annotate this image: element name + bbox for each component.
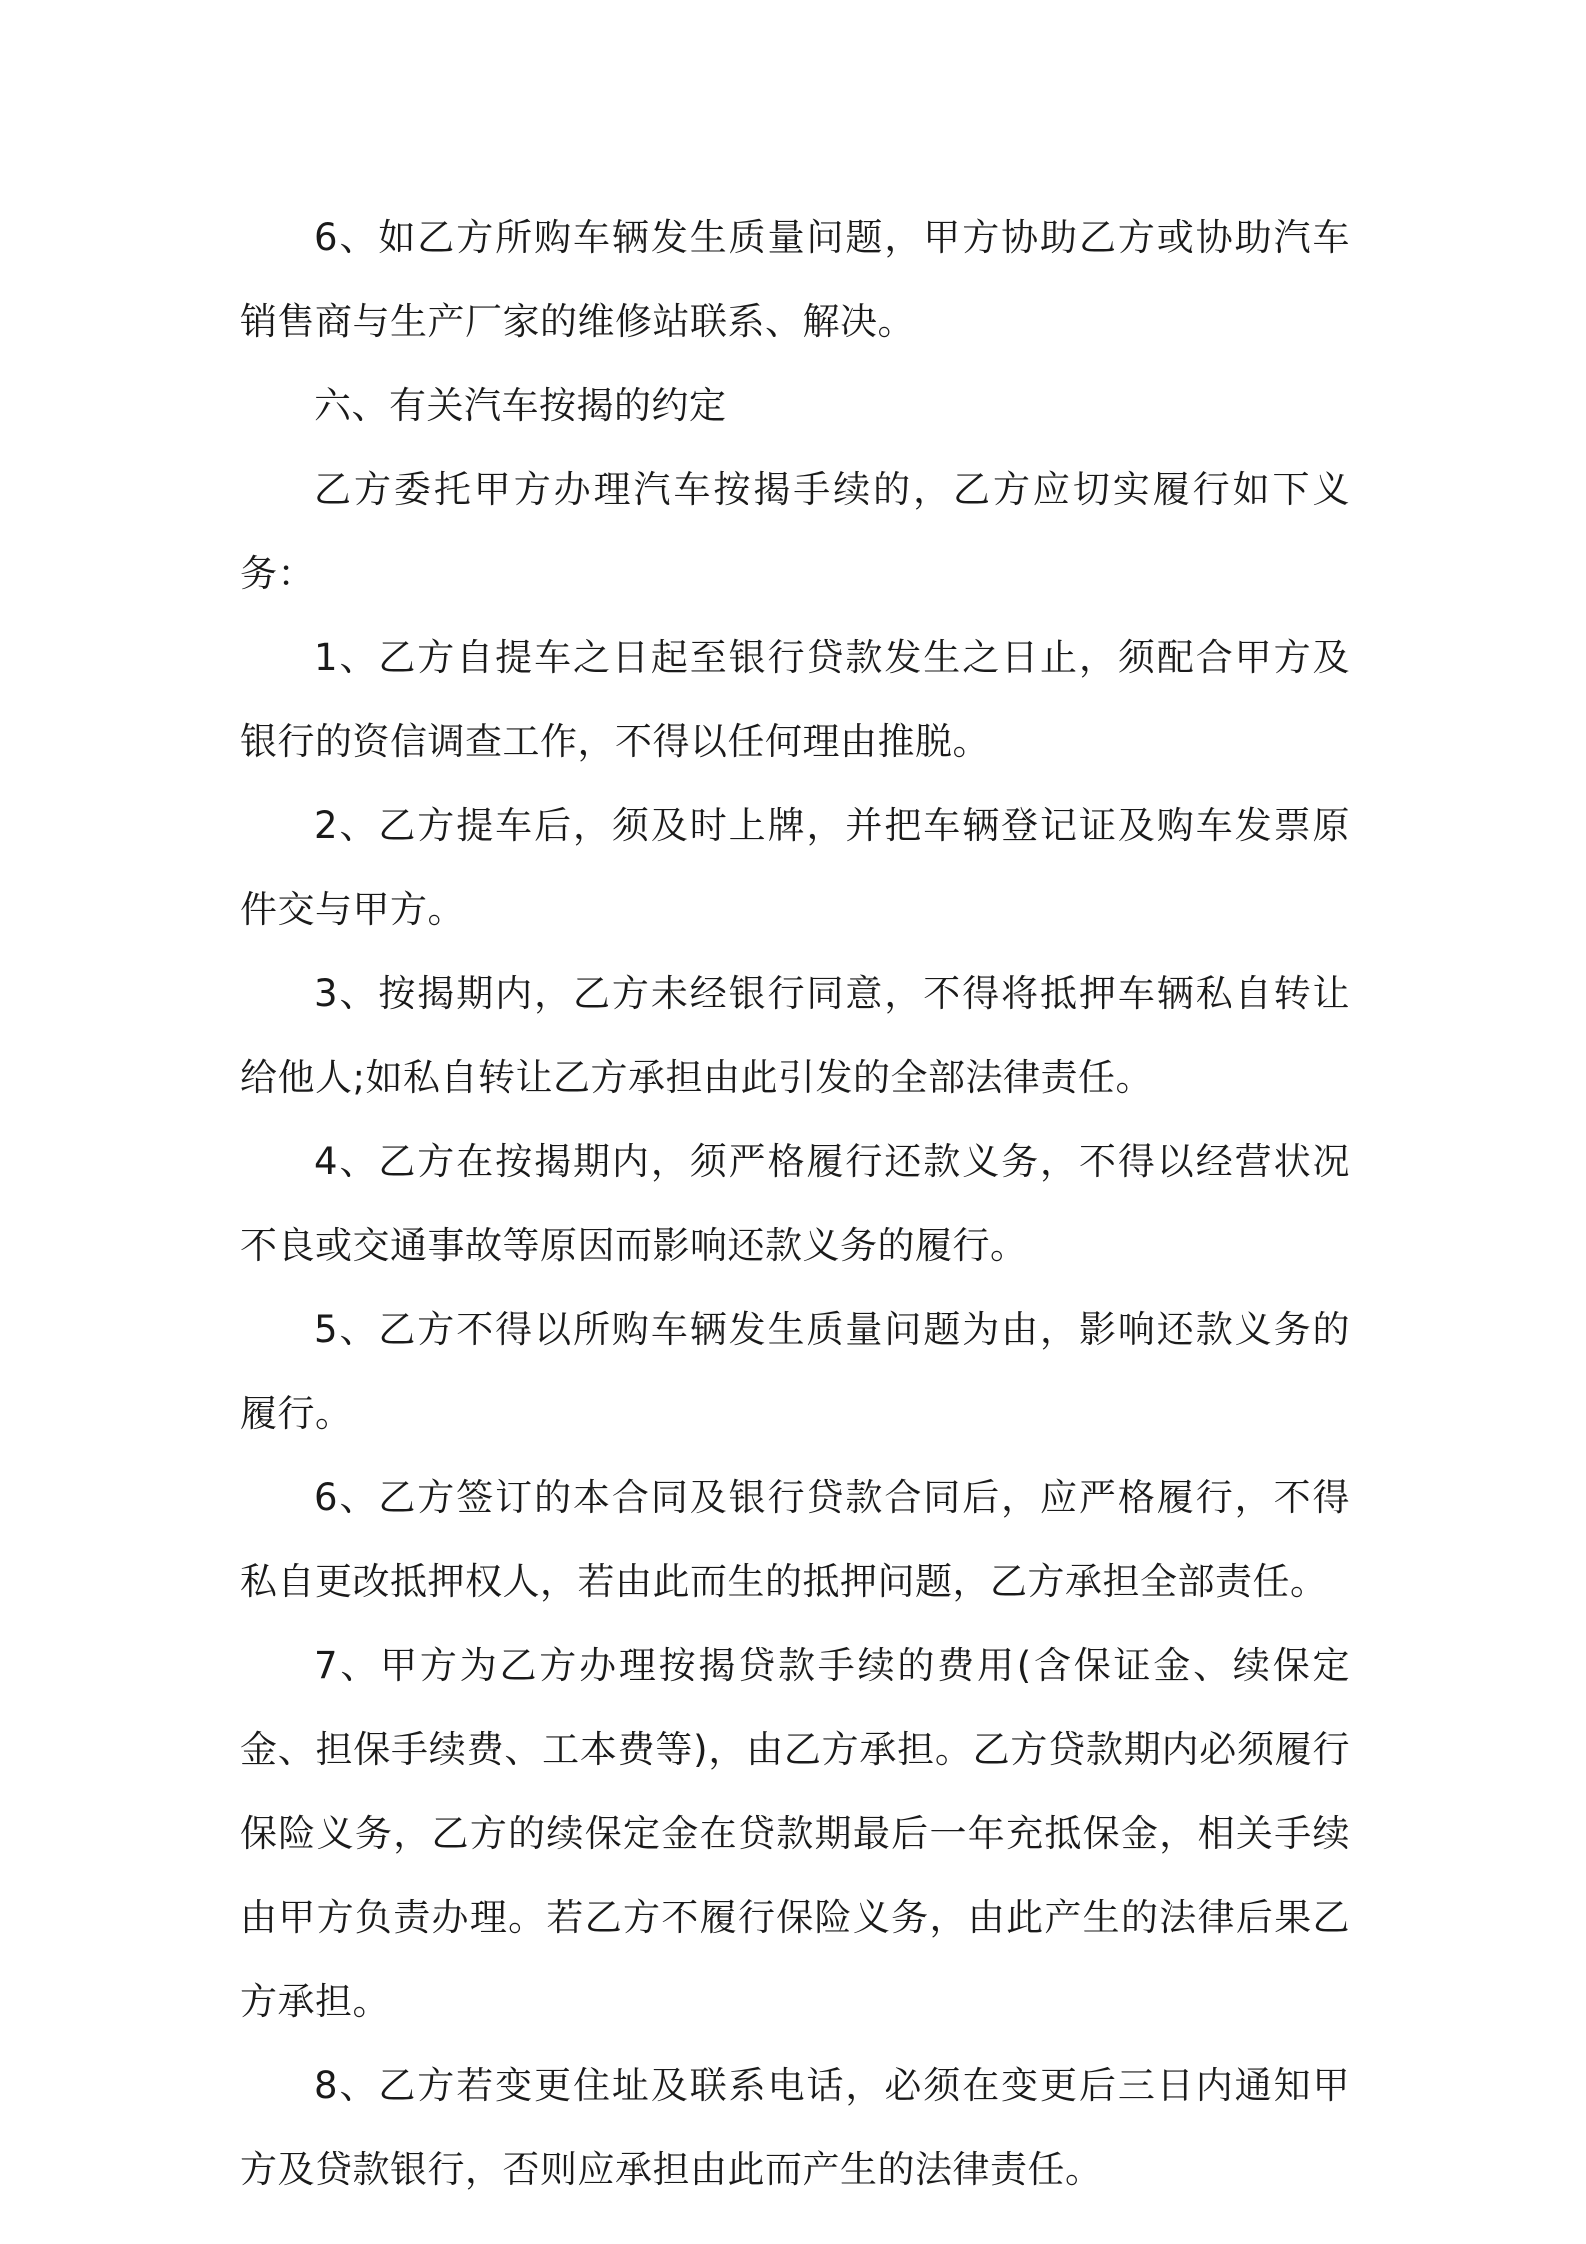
paragraph-item-1: 1、乙方自提车之日起至银行贷款发生之日止，须配合甲方及银行的资信调查工作，不得以任何理由推脱。: [240, 636, 1350, 763]
paragraph-item-4: 4、乙方在按揭期内，须严格履行还款义务，不得以经营状况不良或交通事故等原因而影响还款义务的履行。: [240, 1140, 1350, 1267]
paragraph-item-2: 2、乙方提车后，须及时上牌，并把车辆登记证及购车发票原件交与甲方。: [240, 804, 1350, 931]
paragraph-item-6: 6、乙方签订的本合同及银行贷款合同后，应严格履行，不得私自更改抵押权人，若由此而生的抵押问题，乙方承担全部责任。: [240, 1476, 1350, 1603]
document-body: [240, 196, 1350, 2212]
paragraph-item-3: 3、按揭期内，乙方未经银行同意，不得将抵押车辆私自转让给他人;如私自转让乙方承担由此引发的全部法律责任。: [240, 972, 1350, 1099]
paragraph-item-8: 8、乙方若变更住址及联系电话，必须在变更后三日内通知甲方及贷款银行，否则应承担由此而产生的法律责任。: [240, 2064, 1350, 2191]
paragraph-item-5: 5、乙方不得以所购车辆发生质量问题为由，影响还款义务的履行。: [240, 1308, 1350, 1435]
paragraph-item-7: 7、甲方为乙方办理按揭贷款手续的费用(含保证金、续保定金、担保手续费、工本费等)，由乙方承担。乙方贷款期内必须履行保险义务，乙方的续保定金在贷款期最后一年充抵保金，相关手续由甲方负责办理。若乙方不履行保险义务，由此产生的法律后果乙方承担。: [240, 1644, 1350, 2023]
section-heading-mortgage: 六、有关汽车按揭的约定: [314, 384, 727, 427]
paragraph-quality-issue: 6、如乙方所购车辆发生质量问题，甲方协助乙方或协助汽车销售商与生产厂家的维修站联系、解决。: [240, 216, 1350, 343]
paragraph-obligations-intro: 乙方委托甲方办理汽车按揭手续的，乙方应切实履行如下义务：: [240, 468, 1350, 595]
